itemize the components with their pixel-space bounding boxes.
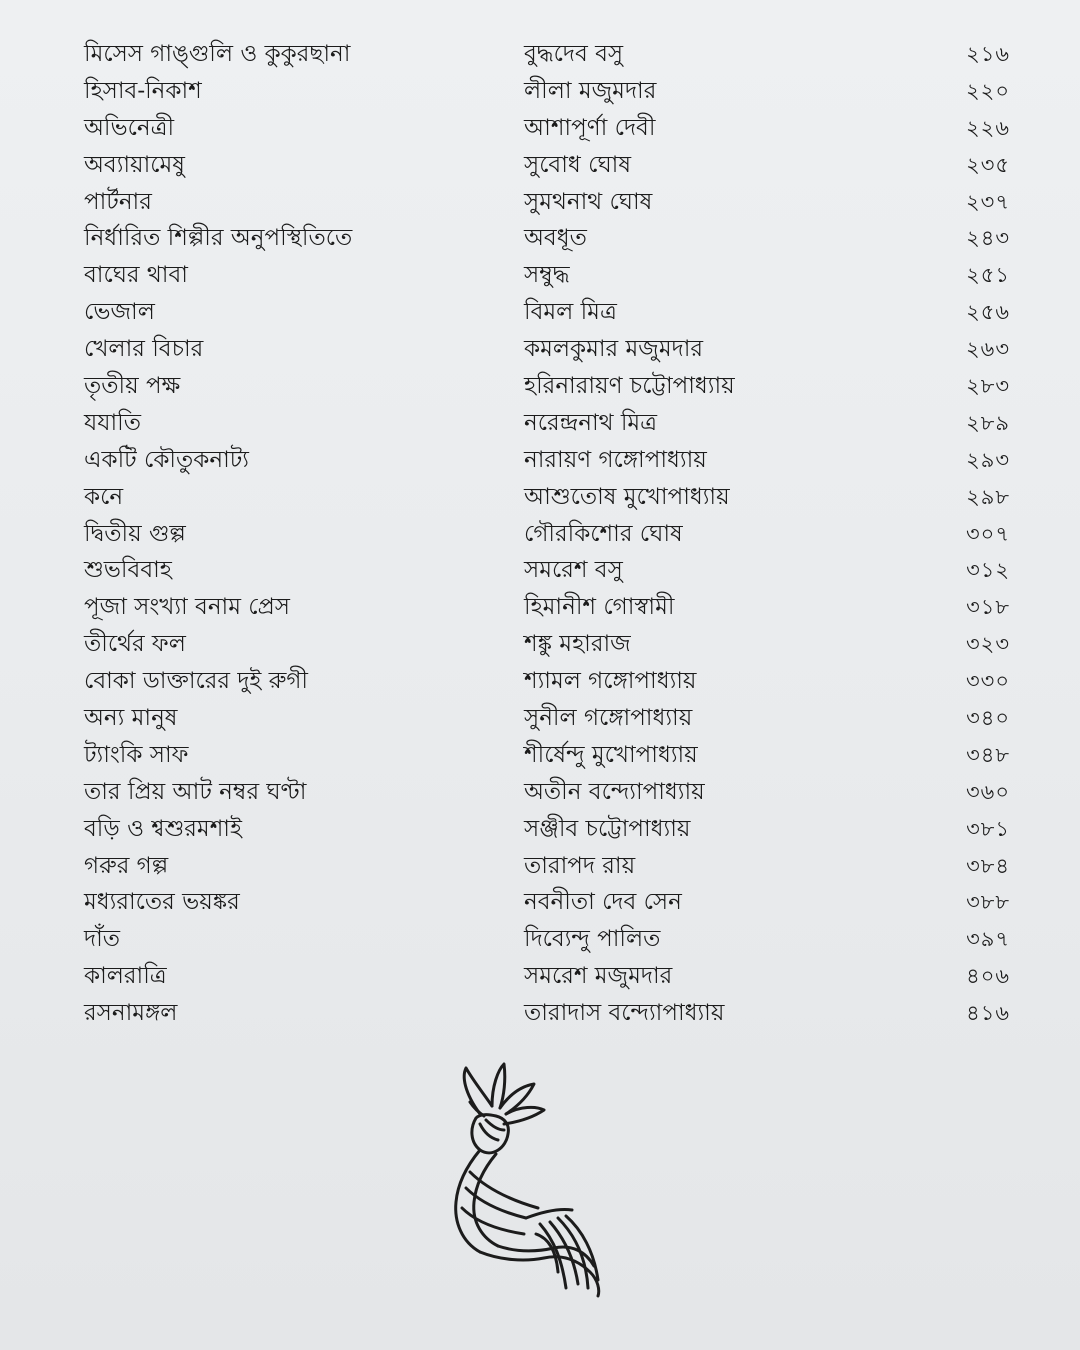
story-title: যযাতি <box>84 409 142 436</box>
story-title: পূজা সংখ্যা বনাম প্রেস <box>84 594 290 621</box>
story-title: তীর্থের ফল <box>84 631 186 658</box>
toc-entry <box>0 110 1080 147</box>
story-author: অবধূত <box>524 225 587 252</box>
story-author: সুনীল গঙ্গোপাধ্যায় <box>524 705 693 732</box>
page-number: ৩৩০ <box>966 669 1010 694</box>
page-number: ৩৮১ <box>966 816 1010 841</box>
table-of-contents <box>0 36 1080 1032</box>
story-title: বোকা ডাক্তারের দুই রুগী <box>84 668 308 695</box>
story-title: শুভবিবাহ <box>84 557 172 584</box>
story-title: মধ্যরাতের ভয়ঙ্কর <box>84 889 240 916</box>
story-title: একটি কৌতুকনাট্য <box>84 446 249 473</box>
toc-entry <box>0 220 1080 257</box>
story-title: অন্য মানুষ <box>84 705 178 732</box>
story-title: নির্ধারিত শিল্পীর অনুপস্থিতিতে <box>84 225 353 252</box>
story-title: ট্যাংকি সাফ <box>84 741 189 768</box>
story-title: খেলার বিচার <box>84 336 204 363</box>
toc-entry <box>0 73 1080 110</box>
page-number: ২১৬ <box>966 42 1010 66</box>
toc-entry <box>0 700 1080 737</box>
story-author: লীলা মজুমদার <box>524 77 657 104</box>
story-title: পার্টনার <box>84 188 152 215</box>
toc-entry <box>0 811 1080 848</box>
story-title: তৃতীয় পক্ষ <box>84 373 181 400</box>
story-author: দিব্যেন্দু পালিত <box>524 926 661 953</box>
floral-stem-ornament-icon <box>440 1062 620 1298</box>
story-title: বড়ি ও শ্বশুরমশাই <box>84 815 242 842</box>
toc-entry <box>0 774 1080 811</box>
toc-entry <box>0 589 1080 626</box>
story-title: দ্বিতীয় গুল্প <box>84 520 186 547</box>
story-author: তারাদাস বন্দ্যোপাধ্যায় <box>524 1000 725 1027</box>
story-author: সম্বুদ্ধ <box>524 262 570 289</box>
story-author: সঞ্জীব চট্টোপাধ্যায় <box>524 815 691 842</box>
story-author: আশাপূর্ণা দেবী <box>524 114 656 141</box>
page-number: ৩৯৭ <box>966 927 1010 952</box>
toc-entry <box>0 147 1080 184</box>
page-number: ২২৬ <box>966 115 1010 140</box>
story-title: কালরাত্রি <box>84 963 167 990</box>
page-number: ২৪৩ <box>966 226 1010 251</box>
story-author: আশুতোষ মুখোপাধ্যায় <box>524 483 730 510</box>
toc-entry <box>0 331 1080 368</box>
page-number: ২২০ <box>966 78 1010 103</box>
story-title: ভেজাল <box>84 299 155 326</box>
story-title: বাঘের থাবা <box>84 262 188 289</box>
story-author: নরেন্দ্রনাথ মিত্র <box>524 409 658 436</box>
toc-entry <box>0 958 1080 995</box>
story-title: রসনামঙ্গল <box>84 1000 178 1027</box>
story-author: সমরেশ মজুমদার <box>524 963 673 990</box>
toc-entry <box>0 626 1080 663</box>
page-number: ৩৬০ <box>966 779 1010 804</box>
page-number: ৩৮৪ <box>966 853 1010 878</box>
toc-entry <box>0 516 1080 553</box>
toc-entry <box>0 552 1080 589</box>
page-number: ২৮৯ <box>966 410 1010 435</box>
story-author: শীর্ষেন্দু মুখোপাধ্যায় <box>524 741 698 768</box>
toc-entry <box>0 257 1080 294</box>
story-title: হিসাব-নিকাশ <box>84 77 202 104</box>
page-number: ৩০৭ <box>966 521 1010 546</box>
toc-entry <box>0 479 1080 516</box>
toc-entry <box>0 663 1080 700</box>
toc-entry <box>0 737 1080 774</box>
page-number: ৩১২ <box>966 558 1010 583</box>
story-author: তারাপদ রায় <box>524 852 636 879</box>
page-number: ৩৪৮ <box>966 742 1010 767</box>
toc-entry <box>0 36 1080 73</box>
story-author: হিমানীশ গোস্বামী <box>524 594 675 621</box>
story-title: অব্যায়ামেষু <box>84 151 185 178</box>
page-number: ২৯৩ <box>966 447 1010 472</box>
story-title: কনে <box>84 483 124 510</box>
story-title: গরুর গল্প <box>84 852 169 879</box>
story-title: দাঁত <box>84 926 121 953</box>
story-author: শঙ্কু মহারাজ <box>524 631 631 658</box>
story-author: শ্যামল গঙ্গোপাধ্যায় <box>524 668 697 695</box>
story-author: গৌরকিশোর ঘোষ <box>524 520 683 547</box>
page-number: ৪১৬ <box>966 1001 1010 1026</box>
page-number: ২৫১ <box>966 263 1010 288</box>
page-number: ২৬৩ <box>966 337 1010 362</box>
toc-entry <box>0 921 1080 958</box>
story-author: নবনীতা দেব সেন <box>524 889 682 916</box>
page-number: ২৩৭ <box>966 189 1010 214</box>
toc-entry <box>0 995 1080 1032</box>
page-number: ৩৪০ <box>966 706 1010 731</box>
story-author: বুদ্ধদেব বসু <box>524 41 624 67</box>
page-number: ৩১৮ <box>966 595 1010 620</box>
page-number: ২৮৩ <box>966 374 1010 399</box>
story-title: অভিনেত্রী <box>84 114 175 141</box>
toc-entry <box>0 368 1080 405</box>
page-number: ৩৮৮ <box>966 890 1010 915</box>
story-author: বিমল মিত্র <box>524 299 617 326</box>
toc-entry <box>0 405 1080 442</box>
story-title: তার প্রিয় আট নম্বর ঘণ্টা <box>84 778 307 805</box>
toc-entry <box>0 442 1080 479</box>
toc-entry <box>0 184 1080 221</box>
story-author: সুমথনাথ ঘোষ <box>524 188 653 215</box>
page-number: ২৯৮ <box>966 484 1010 509</box>
story-author: সমরেশ বসু <box>524 557 623 584</box>
page-number: ২৩৫ <box>966 152 1010 177</box>
toc-entry <box>0 848 1080 885</box>
page-number: ২৫৬ <box>966 300 1010 325</box>
toc-entry <box>0 884 1080 921</box>
story-author: সুবোধ ঘোষ <box>524 151 631 178</box>
story-author: অতীন বন্দ্যোপাধ্যায় <box>524 778 705 805</box>
story-author: কমলকুমার মজুমদার <box>524 336 704 363</box>
story-author: হরিনারায়ণ চট্টোপাধ্যায় <box>524 373 735 400</box>
page-number: ৪০৬ <box>966 964 1010 989</box>
toc-entry <box>0 294 1080 331</box>
story-title: মিসেস গাঙ্গুলি ও কুকুরছানা <box>84 41 351 67</box>
story-author: নারায়ণ গঙ্গোপাধ্যায় <box>524 446 707 473</box>
page-number: ৩২৩ <box>966 632 1010 657</box>
